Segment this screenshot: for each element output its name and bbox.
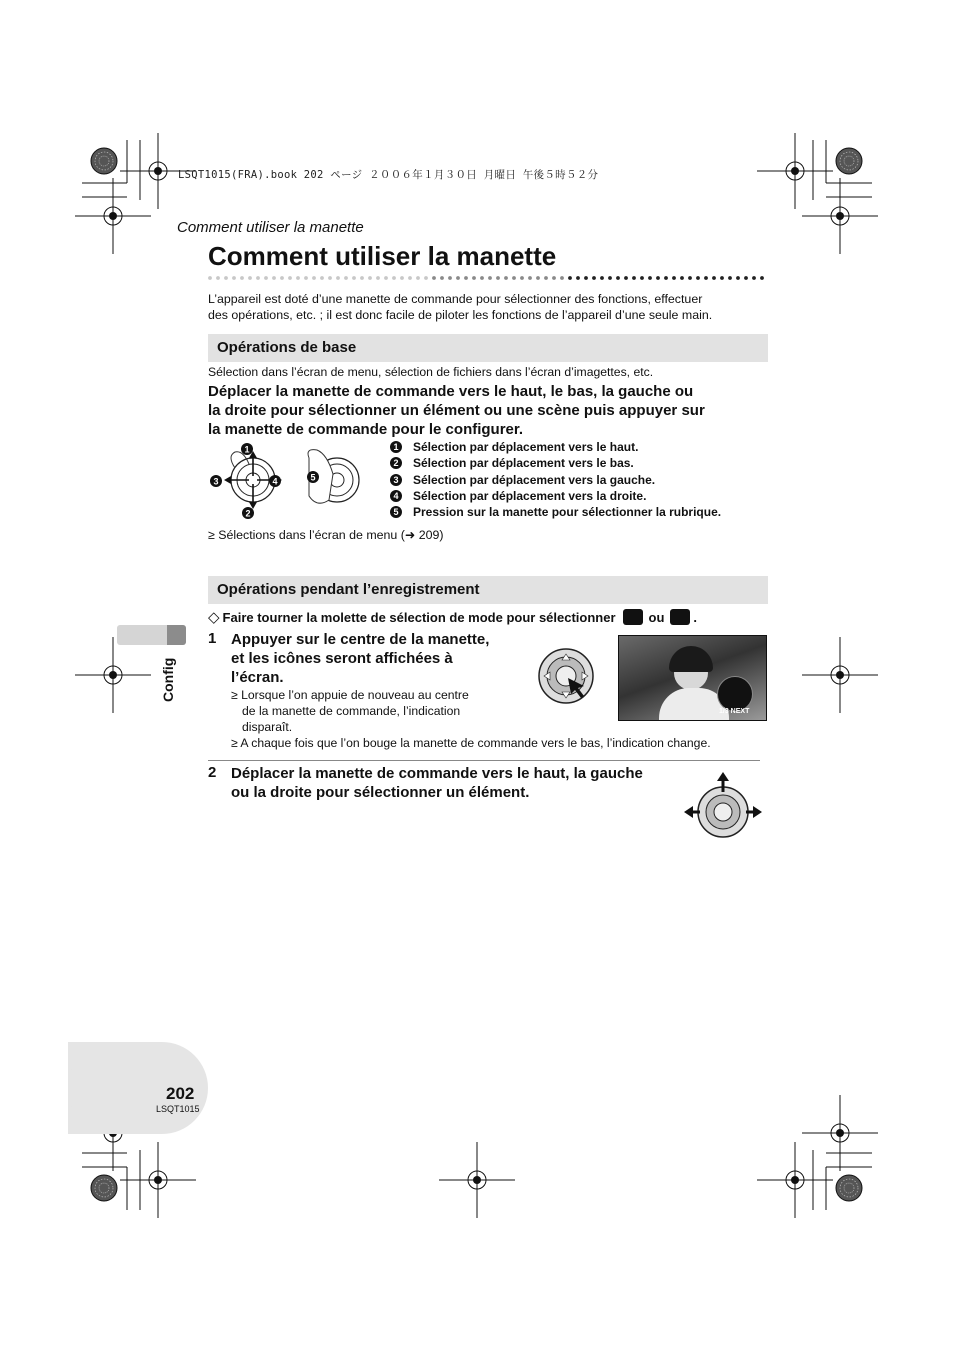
rule-dot	[704, 276, 708, 280]
rule-dot	[624, 276, 628, 280]
rule-dot	[400, 276, 404, 280]
rule-dot	[432, 276, 436, 280]
legend-number: 4	[390, 490, 402, 502]
rule-dot	[512, 276, 516, 280]
intro-line: L’appareil est doté d’une manette de commande pour sélectionner des fonctions, effectuer	[208, 292, 703, 306]
legend-text: Sélection par déplacement vers la droite.	[413, 489, 647, 504]
rule-dot	[560, 276, 564, 280]
rule-dot	[464, 276, 468, 280]
rule-dot	[344, 276, 348, 280]
rule-dot	[608, 276, 612, 280]
step-1-note-b: ≥ A chaque fois que l’on bouge la manette de commande vers le bas, l’indication change.	[231, 736, 711, 750]
lead-line: Déplacer la manette de commande vers le haut, le bas, la gauche ou	[208, 383, 694, 400]
rule-dot	[312, 276, 316, 280]
legend-text: Sélection par déplacement vers la gauche.	[413, 472, 656, 487]
rule-dot	[632, 276, 636, 280]
rule-dot	[384, 276, 388, 280]
rule-dot	[544, 276, 548, 280]
rule-dot	[408, 276, 412, 280]
rule-dot	[712, 276, 716, 280]
section-heading-text: Opérations pendant l’enregistrement	[217, 581, 480, 598]
section-heading-basic	[208, 334, 768, 362]
rule-dot	[440, 276, 444, 280]
lcd-page-indicator: 1/3 NEXT	[719, 708, 750, 715]
rule-dot	[752, 276, 756, 280]
joystick-press-icon	[536, 646, 596, 706]
rule-dot	[664, 276, 668, 280]
diagram-label-press: 5	[310, 472, 316, 483]
mode-end-text: .	[693, 609, 698, 625]
rule-dot	[736, 276, 740, 280]
mode-instruction	[208, 608, 697, 626]
diagram-label-right: 4	[272, 476, 278, 487]
legend-number: 1	[390, 441, 402, 453]
rule-dot	[672, 276, 676, 280]
rule-dot	[680, 276, 684, 280]
rule-dot	[368, 276, 372, 280]
rule-dot	[376, 276, 380, 280]
menu-note: ≥ Sélections dans l’écran de menu (➜ 209)	[208, 528, 444, 542]
lead-line: la manette de commande pour le configurer.	[208, 421, 524, 438]
page-code: LSQT1015	[156, 1104, 200, 1114]
rule-dot	[456, 276, 460, 280]
section-heading-text: Opérations de base	[217, 339, 357, 356]
rule-dot	[744, 276, 748, 280]
legend-number: 3	[390, 474, 402, 486]
rule-dot	[328, 276, 332, 280]
legend-number: 2	[390, 457, 402, 469]
lcd-screen-photo	[618, 635, 767, 721]
running-head: Comment utiliser la manette	[177, 219, 364, 236]
diagram-label-up: 1	[244, 444, 250, 455]
rule-dot	[264, 276, 268, 280]
rule-dot	[248, 276, 252, 280]
rule-dot	[616, 276, 620, 280]
step-2-text	[231, 764, 643, 802]
legend-item	[390, 439, 760, 455]
legend-item	[390, 455, 760, 471]
joystick-arrows-icon	[682, 770, 764, 842]
intro-line: des opérations, etc. ; il est donc facile de piloter les fonctions de l’appareil d’une seule main.	[208, 308, 713, 322]
step-2-number: 2	[208, 764, 217, 781]
rule-dot	[336, 276, 340, 280]
step-line: Déplacer la manette de commande vers le haut, la gauche	[231, 765, 643, 782]
rule-dot	[656, 276, 660, 280]
rule-dot	[304, 276, 308, 280]
section-heading-recording	[208, 576, 768, 604]
legend-number: 5	[390, 506, 402, 518]
step-line: l’écran.	[231, 669, 284, 686]
rule-dot	[424, 276, 428, 280]
legend-text: Sélection par déplacement vers le haut.	[413, 440, 639, 455]
step-line: Appuyer sur le centre de la manette,	[231, 631, 490, 648]
rule-dot	[648, 276, 652, 280]
lcd-joystick-overlay	[717, 676, 753, 712]
section-subtitle: Sélection dans l’écran de menu, sélection de fichiers dans l’écran d’imagettes, etc.	[208, 365, 654, 379]
rule-dot	[472, 276, 476, 280]
legend-item	[390, 472, 760, 488]
side-chapter-label: Config	[160, 657, 176, 702]
rule-dot	[392, 276, 396, 280]
rule-dot	[480, 276, 484, 280]
rule-dot	[592, 276, 596, 280]
diagram-label-left: 3	[213, 476, 219, 487]
mode-instruction-text: Faire tourner la molette de sélection de mode pour sélectionner	[222, 609, 616, 625]
rule-dot	[224, 276, 228, 280]
legend-text: Sélection par déplacement vers le bas.	[413, 456, 634, 471]
legend-text: Pression sur la manette pour sélectionner la rubrique.	[413, 505, 722, 520]
note-line: disparaît.	[242, 720, 293, 734]
rule-dot	[288, 276, 292, 280]
legend-item	[390, 504, 760, 520]
rule-dot	[552, 276, 556, 280]
direction-legend	[390, 439, 760, 520]
lead-instruction	[208, 382, 753, 439]
rule-dot	[696, 276, 700, 280]
rule-dot	[208, 276, 212, 280]
page-number: 202	[166, 1084, 195, 1103]
rule-dot	[520, 276, 524, 280]
intro-paragraph	[208, 291, 768, 323]
step-1-note-a	[231, 687, 469, 735]
lead-line: la droite pour sélectionner un élément ou une scène puis appuyer sur	[208, 402, 705, 419]
rule-dot	[760, 276, 764, 280]
rule-dot	[448, 276, 452, 280]
rule-dot	[528, 276, 532, 280]
rule-dot	[296, 276, 300, 280]
rule-dot	[216, 276, 220, 280]
rule-dot	[576, 276, 580, 280]
step-line: ou la droite pour sélectionner un élément.	[231, 784, 530, 801]
step-1-number: 1	[208, 630, 217, 647]
rule-dot	[416, 276, 420, 280]
rule-dot	[256, 276, 260, 280]
note-line: ≥ Lorsque l’on appuie de nouveau au centre	[231, 688, 469, 702]
diagram-label-down: 2	[245, 508, 251, 519]
rule-dot	[272, 276, 276, 280]
photo-hair	[669, 646, 713, 672]
rule-dot	[568, 276, 572, 280]
step-1-text	[231, 630, 489, 687]
rule-dot	[320, 276, 324, 280]
rule-dot	[360, 276, 364, 280]
page-title: Comment utiliser la manette	[208, 241, 557, 271]
note-line: de la manette de commande, l’indication	[242, 704, 461, 718]
print-header: LSQT1015(FRA).book 202 ページ ２００６年１月３０日 月曜日 午後５時５２分	[178, 169, 599, 181]
side-tab-marker	[167, 625, 186, 645]
diamond-icon: ◇	[208, 609, 220, 626]
photo-mode-icon	[670, 609, 690, 625]
joystick-directions-illustration	[205, 438, 370, 523]
video-mode-icon	[623, 609, 643, 625]
rule-dot	[584, 276, 588, 280]
rule-dot	[488, 276, 492, 280]
rule-dot	[240, 276, 244, 280]
rule-dot	[280, 276, 284, 280]
rule-dot	[536, 276, 540, 280]
rule-dot	[688, 276, 692, 280]
legend-item	[390, 488, 760, 504]
rule-dot	[352, 276, 356, 280]
rule-dot	[600, 276, 604, 280]
rule-dot	[504, 276, 508, 280]
rule-dot	[232, 276, 236, 280]
rule-dot	[720, 276, 724, 280]
rule-dot	[496, 276, 500, 280]
divider	[208, 760, 760, 761]
rule-dot	[728, 276, 732, 280]
step-line: et les icônes seront affichées à	[231, 650, 453, 667]
rule-dot	[640, 276, 644, 280]
mode-or-text: ou	[648, 609, 665, 625]
title-dot-rule	[208, 275, 770, 281]
